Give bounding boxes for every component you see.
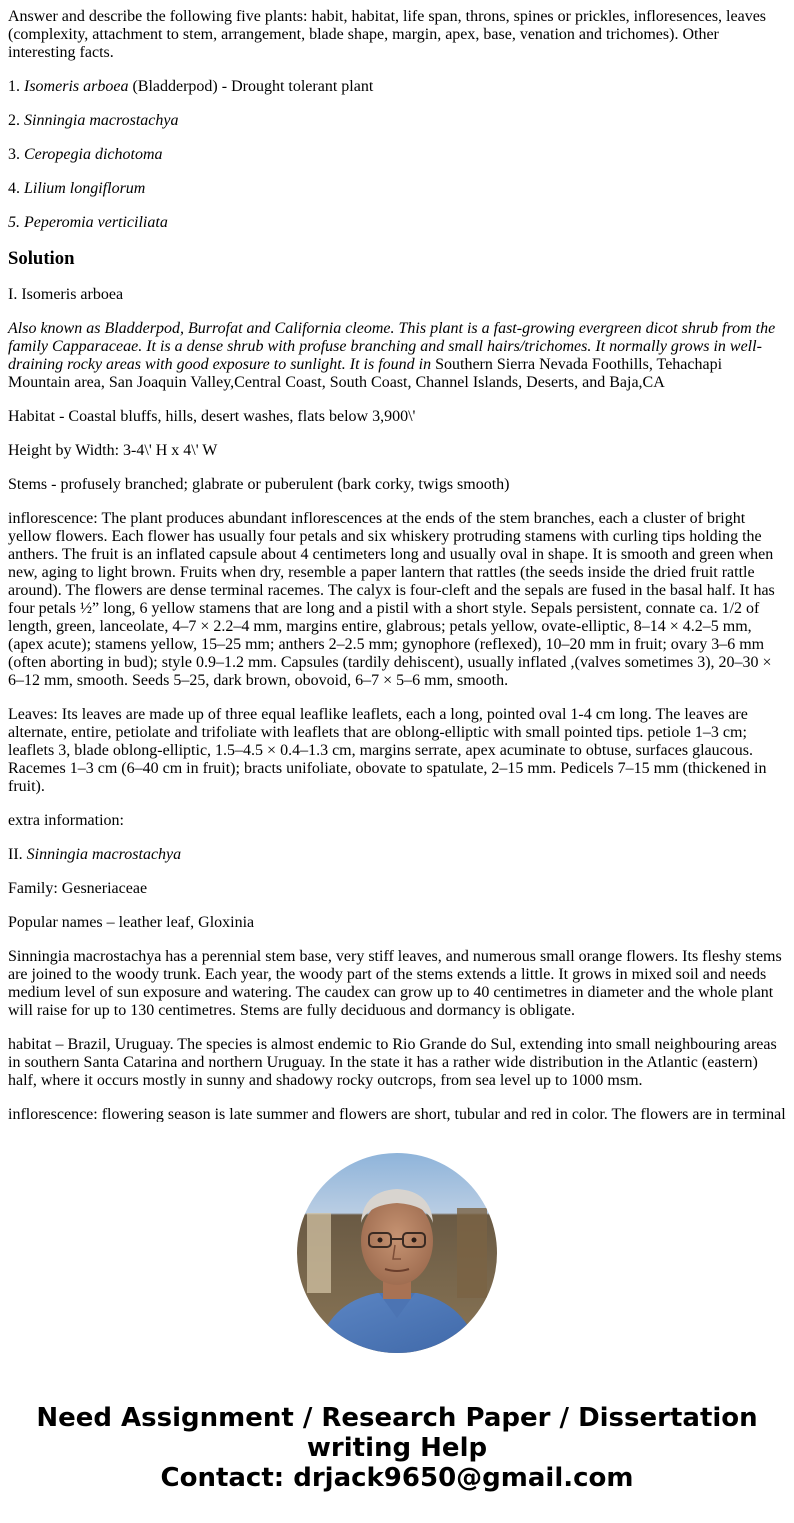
- part2-title: II. Sinningia macrostachya: [8, 846, 182, 863]
- question-item-1: 1. Isomeris arboea (Bladderpod) - Drought tolerant plant: [8, 78, 374, 95]
- promo-footer: [0, 1122, 794, 1523]
- part1-habitat: Habitat - Coastal bluffs, hills, desert washes, flats below 3,900\': [8, 408, 416, 425]
- contact-banner: [0, 1403, 794, 1493]
- part2-habitat: habitat – Brazil, Uruguay. The species is almost endemic to Rio Grande do Sul, extending into small neighbouring areas in southern Santa Catarina and northern Uruguay. In the state it has a rather wide distribution in the Atlantic (eastern) half, where it occurs mostly in sunny and shadowy rocky outcrops, from sea level up to 1000 msm.: [8, 1036, 777, 1089]
- part1-intro: Also known as Bladderpod, Burrofat and California cleome. This plant is a fast-growing evergreen dicot shrub from the family Capparaceae. It is a dense shrub with profuse branching and small hairs/trichomes. It normally grows in well-draining rocky areas with good exposure to sunlight. It is found in Southern Sierra Nevada Foothills, Tehachapi Mountain area, San Joaquin Valley,Central Coast, South Coast, Channel Islands, Deserts, and Baja,CA: [8, 320, 776, 391]
- part1-size: Height by Width: 3-4\' H x 4\' W: [8, 442, 218, 459]
- part1-title: I. Isomeris arboea: [8, 286, 124, 303]
- question-item-2: 2. Sinningia macrostachya: [8, 112, 179, 129]
- part2-description: Sinningia macrostachya has a perennial stem base, very stiff leaves, and numerous small orange flowers. Its fleshy stems are joined to the woody trunk. Each year, the woody part of the stems extends a little. It grows in mixed soil and needs medium level of sun exposure and watering. The caudex can grow up to 40 centimetres in diameter and the whole plant will raise for up to 130 centimetres. Stems are fully deciduous and dormancy is obligate.: [8, 948, 782, 1019]
- question-intro: Answer and describe the following five plants: habit, habitat, life span, throns, spines or prickles, infloresences, leaves (complexity, attachment to stem, arrangement, blade shape, margin, apex, base, venation and trichomes). Other interesting facts.: [8, 8, 767, 61]
- part1-leaves: Leaves: Its leaves are made up of three equal leaflike leaflets, each a long, pointed oval 1-4 cm long. The leaves are alternate, entire, petiolate and trifoliate with leaflets that are oblong-elliptic with small pointed tips. petiole 1–3 cm; leaflets 3, blade oblong-elliptic, 1.5–4.5 × 0.4–1.3 cm, margins serrate, apex acuminate to obtuse, surfaces glaucous. Racemes 1–3 cm (6–40 cm in fruit); bracts unifoliate, obovate to spatulate, 2–15 mm. Pedicels 7–15 mm (thickened in fruit).: [8, 706, 767, 795]
- cta-line-2: writing Help: [306, 1433, 488, 1463]
- part1-extra: extra information:: [8, 812, 124, 829]
- part2-popular-names: Popular names – leather leaf, Gloxinia: [8, 914, 255, 931]
- part1-stems: Stems - profusely branched; glabrate or puberulent (bark corky, twigs smooth): [8, 476, 510, 493]
- author-photo: [297, 1153, 497, 1353]
- part1-inflorescence: inflorescence: The plant produces abundant inflorescences at the ends of the stem branches, each a cluster of bright yellow flowers. Each flower has usually four petals and six whiskery protruding stamens with curling tips holding the anthers. The fruit is an inflated capsule about 4 centimeters long and usually oval in shape. It is smooth and green when new, aging to light brown. Fruits when dry, resemble a paper lantern that rattles (the seeds inside the dried fruit rattle around). The flowers are dense terminal racemes. The calyx is four-cleft and the sepals are fused in the basal half. It has four petals ½” long, 6 yellow stamens that are long and a pistil with a short style. Sepals persistent, connate ca. 1/2 of length, green, lanceolate, 4–7 × 2.2–4 mm, margins entire, glabrous; petals yellow, ovate-elliptic, 8–14 × 4.2–5 mm, (apex acute); stamens yellow, 15–25 mm; anthers 2–2.5 mm; gynophore (reflexed), 10–20 mm in fruit; ovary 3–6 mm (often aborting in bud); style 0.9–1.2 mm. Capsules (tardily dehiscent), usually inflated ,(valves sometimes 3), 20–30 × 6–12 mm, smooth. Seeds 5–25, dark brown, obovoid, 6–7 × 5–6 mm, smooth.: [8, 510, 775, 689]
- avatar: [297, 1153, 497, 1353]
- part2-family: Family: Gesneriaceae: [8, 880, 148, 897]
- question-item-5: 5. Peperomia verticiliata: [8, 214, 168, 231]
- cta-contact-email[interactable]: Contact: drjack9650@gmail.com: [160, 1463, 634, 1493]
- part2-inflorescence: inflorescence: flowering season is late summer and flowers are short, tubular and red in color. The flowers are in terminal: [8, 1106, 786, 1122]
- cta-line-1: Need Assignment / Research Paper / Dissertation: [36, 1403, 758, 1433]
- question-item-3: 3. Ceropegia dichotoma: [8, 146, 163, 163]
- question-item-4: 4. Lilium longiflorum: [8, 180, 146, 197]
- solution-heading: Solution: [8, 248, 75, 269]
